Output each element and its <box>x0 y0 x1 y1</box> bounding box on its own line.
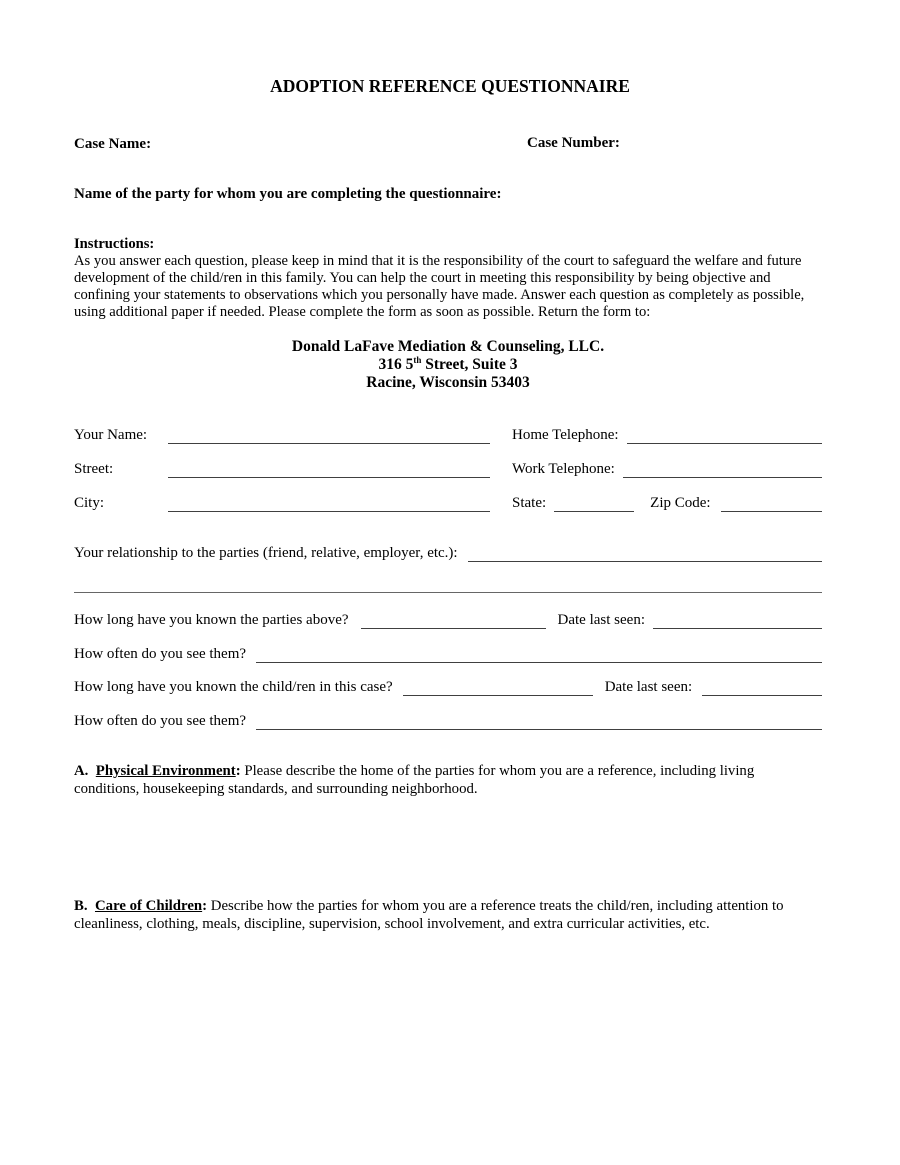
children-known-field[interactable] <box>403 691 593 696</box>
state-field[interactable] <box>554 507 634 512</box>
parties-known-field[interactable] <box>361 624 546 629</box>
zip-code-field[interactable] <box>721 507 822 512</box>
section-b-body: Describe how the parties for whom you are a reference treats the child/ren, including attention to cleanliness, clothing, meals, discipline, supervision, school involvement, and extra curricular activities, etc. <box>74 898 784 932</box>
return-address-block <box>74 338 822 392</box>
section-a-heading: Physical Environment <box>95 763 236 779</box>
often-seen-row <box>74 644 822 663</box>
date-last-seen-label: Date last seen: <box>557 612 645 628</box>
relationship-row <box>74 543 822 562</box>
street-label: Street: <box>74 461 114 477</box>
often-seen-2-row <box>74 711 822 730</box>
home-telephone-label: Home Telephone: <box>512 427 619 443</box>
children-known-label: How long have you known the child/ren in this case? <box>74 679 393 695</box>
return-address-city: Racine, Wisconsin 53403 <box>366 374 530 391</box>
date-last-seen-field[interactable] <box>653 624 822 629</box>
city-row <box>74 493 822 512</box>
work-telephone-label: Work Telephone: <box>512 461 615 477</box>
section-a-letter: A. <box>74 763 89 779</box>
parties-known-row <box>74 610 822 629</box>
street-row <box>74 459 822 478</box>
work-telephone-field[interactable] <box>623 473 822 478</box>
city-field[interactable] <box>168 507 490 512</box>
often-seen-2-label: How often do you see them? <box>74 713 247 729</box>
home-telephone-field[interactable] <box>627 439 822 444</box>
instructions-block <box>74 236 822 321</box>
relationship-label: Your relationship to the parties (friend, relative, employer, etc.): <box>74 545 458 561</box>
children-known-row <box>74 677 822 696</box>
state-label: State: <box>512 495 547 511</box>
case-name-label: Case Name: <box>74 136 152 152</box>
page-title: ADOPTION REFERENCE QUESTIONNAIRE <box>270 76 630 96</box>
often-seen-field[interactable] <box>256 658 822 663</box>
your-name-label: Your Name: <box>74 427 148 443</box>
relationship-field[interactable] <box>468 557 822 562</box>
section-physical-environment: A. Physical Environment: Please describe the home of the parties for whom you are a reference, including living conditions, housekeeping standards, and surrounding neighborhood. <box>74 763 755 797</box>
case-number-label: Case Number: <box>527 135 620 151</box>
section-b-letter: B. <box>74 898 88 914</box>
section-care-of-children: B. Care of Children: Describe how the parties for whom you are a reference treats the child/ren, including attention to cleanliness, clothing, meals, discipline, supervision, school involvement, and extra curricular activities, etc. <box>74 898 784 932</box>
date-last-seen-2-field[interactable] <box>702 691 822 696</box>
ordinal-superscript: th <box>413 354 422 365</box>
parties-known-label: How long have you known the parties above? <box>74 612 349 628</box>
relationship-continuation-field[interactable] <box>74 577 822 593</box>
section-a-body: Please describe the home of the parties for whom you are a reference, including living conditions, housekeeping standards, and surrounding neighborhood. <box>74 763 755 797</box>
date-last-seen-2-label: Date last seen: <box>604 679 693 695</box>
instructions-heading: Instructions: <box>74 236 155 252</box>
often-seen-label: How often do you see them? <box>74 646 247 662</box>
often-seen-2-field[interactable] <box>256 725 822 730</box>
party-name-label: Name of the party for whom you are completing the questionnaire: <box>74 186 502 202</box>
return-address-name: Donald LaFave Mediation & Counseling, LLC. <box>291 338 605 355</box>
case-identification-row <box>74 135 822 155</box>
city-label: City: <box>74 495 105 511</box>
instructions-body: As you answer each question, please keep in mind that it is the responsibility of the court to safeguard the welfare and future development of the child/ren in this family. You can help the court in meeting this responsibility by being objective and confining your statements to observations which you personally have made. Answer each question as completely as possible, using additional paper if needed. Please complete the form as soon as possible. Return the form to: <box>74 253 805 320</box>
your-name-field[interactable] <box>168 439 490 444</box>
street-field[interactable] <box>168 473 490 478</box>
zip-code-label: Zip Code: <box>650 495 711 511</box>
return-address-street: 316 5th Street, Suite 3 <box>378 354 518 373</box>
your-name-row <box>74 425 822 444</box>
section-b-heading: Care of Children <box>94 898 203 914</box>
